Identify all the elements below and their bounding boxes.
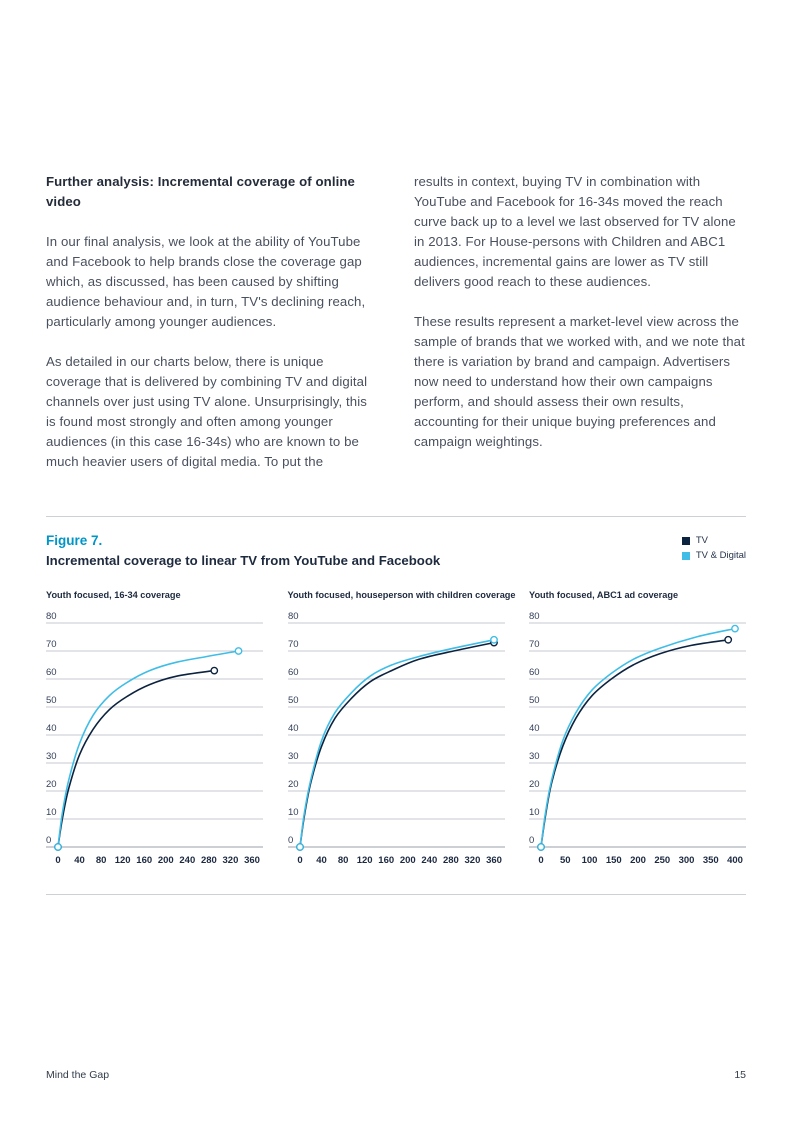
svg-text:10: 10	[529, 807, 540, 818]
svg-text:320: 320	[222, 855, 239, 866]
article-right-column	[414, 172, 746, 492]
svg-text:280: 280	[200, 855, 217, 866]
charts-row	[46, 590, 746, 868]
svg-text:80: 80	[95, 855, 107, 866]
figure-bottom-rule	[46, 894, 746, 895]
svg-text:10: 10	[46, 807, 57, 818]
chart-youth-16-34	[46, 590, 263, 868]
legend-item-tv	[682, 535, 746, 546]
svg-text:70: 70	[46, 639, 57, 650]
line-chart	[46, 610, 263, 868]
svg-text:80: 80	[287, 611, 299, 622]
chart-title: Youth focused, ABC1 ad coverage	[529, 590, 679, 600]
svg-text:20: 20	[529, 779, 540, 790]
svg-text:40: 40	[287, 723, 299, 734]
svg-text:160: 160	[377, 855, 394, 866]
svg-text:0: 0	[538, 855, 544, 866]
legend-swatch-tv	[682, 537, 690, 545]
article-columns	[46, 172, 746, 492]
chart-houseperson-children	[287, 590, 516, 868]
legend-label-tv: TV	[695, 535, 708, 546]
svg-text:200: 200	[630, 855, 646, 866]
chart-legend	[682, 533, 746, 561]
article-left-column	[46, 172, 378, 492]
svg-text:60: 60	[46, 667, 57, 678]
svg-text:50: 50	[287, 695, 299, 706]
svg-text:360: 360	[244, 855, 260, 866]
svg-text:60: 60	[529, 667, 540, 678]
svg-text:50: 50	[559, 855, 571, 866]
svg-text:250: 250	[654, 855, 671, 866]
svg-text:40: 40	[74, 855, 85, 866]
svg-text:40: 40	[315, 855, 327, 866]
page-footer	[46, 1069, 746, 1081]
svg-text:150: 150	[605, 855, 622, 866]
article-paragraph: In our final analysis, we look at the ability of YouTube and Facebook to help brands close the coverage gap which, as discussed, has been caused by shifting audience behaviour and, in turn, TV's declining reach, particularly among younger audiences.	[46, 234, 366, 329]
footer-document-title: Mind the Gap	[46, 1069, 110, 1081]
svg-text:40: 40	[529, 723, 540, 734]
svg-text:400: 400	[727, 855, 743, 866]
svg-text:160: 160	[136, 855, 153, 866]
svg-text:0: 0	[287, 835, 293, 846]
article-paragraph: results in context, buying TV in combination with YouTube and Facebook for 16-34s moved the reach curve back up to a level we last observed for TV alone in 2013. For House-persons with Children and ABC1 audiences, incremental gains are lower as TV still delivers good reach to these audiences.	[414, 174, 736, 289]
svg-text:30: 30	[46, 751, 57, 762]
svg-text:60: 60	[287, 667, 299, 678]
svg-text:200: 200	[399, 855, 416, 866]
svg-text:20: 20	[287, 779, 299, 790]
line-chart	[529, 610, 746, 868]
svg-text:30: 30	[287, 751, 299, 762]
legend-label-tv-digital: TV & Digital	[695, 550, 746, 561]
figure-title: Incremental coverage to linear TV from YouTube and Facebook	[46, 553, 441, 568]
svg-text:0: 0	[529, 835, 535, 846]
svg-text:70: 70	[287, 639, 299, 650]
svg-text:40: 40	[46, 723, 57, 734]
svg-text:120: 120	[114, 855, 131, 866]
article-paragraph: These results represent a market-level view across the sample of brands that we worked with, and we note that there is variation by brand and campaign. Advertisers now need to understand how their own campaigns perform, and should assess their own results, accounting for their unique buying preferences and campaign weightings.	[414, 314, 745, 449]
svg-text:50: 50	[529, 695, 540, 706]
svg-text:30: 30	[529, 751, 540, 762]
svg-text:240: 240	[420, 855, 437, 866]
svg-text:50: 50	[46, 695, 57, 706]
svg-text:70: 70	[529, 639, 540, 650]
chart-title: Youth focused, 16-34 coverage	[46, 590, 181, 600]
chart-abc1-ad	[529, 590, 746, 868]
svg-text:80: 80	[529, 611, 540, 622]
chart-title: Youth focused, houseperson with children coverage	[287, 590, 516, 600]
line-chart-svg	[288, 610, 505, 868]
figure-titles	[46, 533, 440, 568]
svg-text:360: 360	[485, 855, 502, 866]
legend-swatch-tv-digital	[682, 552, 690, 560]
figure-section	[46, 516, 746, 895]
figure-header	[46, 517, 746, 568]
svg-text:280: 280	[442, 855, 459, 866]
footer-page-number: 15	[734, 1069, 746, 1081]
svg-text:80: 80	[337, 855, 348, 866]
svg-text:350: 350	[702, 855, 719, 866]
article-paragraph: As detailed in our charts below, there is unique coverage that is delivered by combining TV and digital channels over just using TV alone. Unsurprisingly, this is found most strongly and often among younger audiences (in this case 16-34s) who are known to be much heavier users of digital media. To put the	[46, 354, 368, 469]
svg-text:0: 0	[46, 835, 52, 846]
svg-text:100: 100	[581, 855, 598, 866]
svg-text:120: 120	[356, 855, 373, 866]
article-heading: Further analysis: Incremental coverage of online video	[46, 174, 355, 209]
svg-text:320: 320	[464, 855, 480, 866]
line-chart	[288, 610, 505, 868]
svg-text:0: 0	[55, 855, 61, 866]
svg-text:240: 240	[179, 855, 196, 866]
figure-label: Figure 7.	[46, 533, 103, 548]
svg-text:200: 200	[157, 855, 174, 866]
legend-item-tv-digital	[682, 550, 746, 561]
svg-text:300: 300	[678, 855, 695, 866]
svg-text:80: 80	[46, 611, 57, 622]
line-chart-svg	[529, 610, 746, 868]
line-chart-svg	[46, 610, 263, 868]
svg-text:0: 0	[296, 855, 303, 866]
svg-text:10: 10	[287, 807, 299, 818]
svg-text:20: 20	[46, 779, 57, 790]
